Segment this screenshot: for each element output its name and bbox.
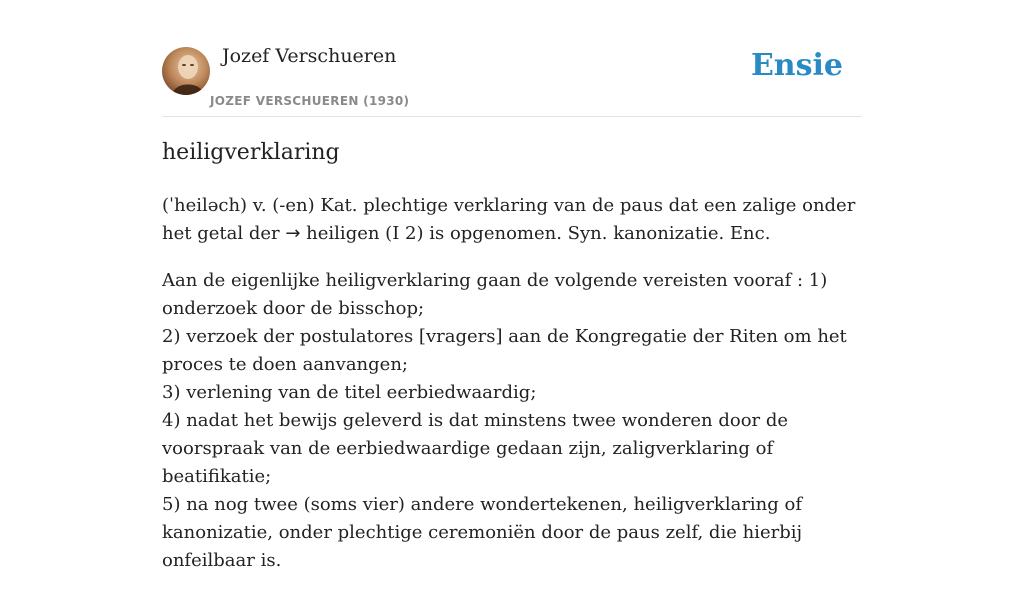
heiligen-link[interactable]: heiligen (I 2) is opgenomen. Syn. kanonizatie. Enc. [306,223,771,244]
ensie-logo[interactable]: Ensie [750,48,843,83]
portrait-icon [162,47,210,95]
page-container [162,0,862,571]
author-source[interactable]: JOZEF VERSCHUEREN (1930) [210,94,410,108]
requirement-step: 4) nadat het bewijs geleverd is dat minstens twee wonderen door de voorspraak van de eerbiedwaardige gedaan zijn, zaligverklaring of beatifikatie; [162,410,789,487]
definition-text: (ˈheiləch) v. (-en) Kat. plechtige verklaring van de paus dat een zalige onder het getal der [162,195,856,244]
requirements-paragraph [162,267,862,575]
author-name[interactable]: Jozef Verschueren [222,45,397,67]
entry-body [162,192,862,594]
definition-paragraph [162,192,862,248]
entry-title: heiligverklaring [162,140,340,165]
header [162,0,862,117]
requirements-intro: Aan de eigenlijke heiligverklaring gaan de volgende vereisten vooraf : 1) onderzoek door de bisschop; [162,270,828,319]
requirement-step: 2) verzoek der postulatores [vragers] aan de Kongregatie der Riten om het proces te doen aanvangen; [162,326,847,375]
requirement-step: 5) na nog twee (soms vier) andere wondertekenen, heiligverklaring of kanonizatie, onder plechtige ceremoniën door de paus zelf, die hierbij onfeilbaar is. [162,494,803,571]
arrow-icon: → [285,223,301,244]
avatar[interactable] [162,47,210,95]
requirement-step: 3) verlening van de titel eerbiedwaardig; [162,382,537,403]
